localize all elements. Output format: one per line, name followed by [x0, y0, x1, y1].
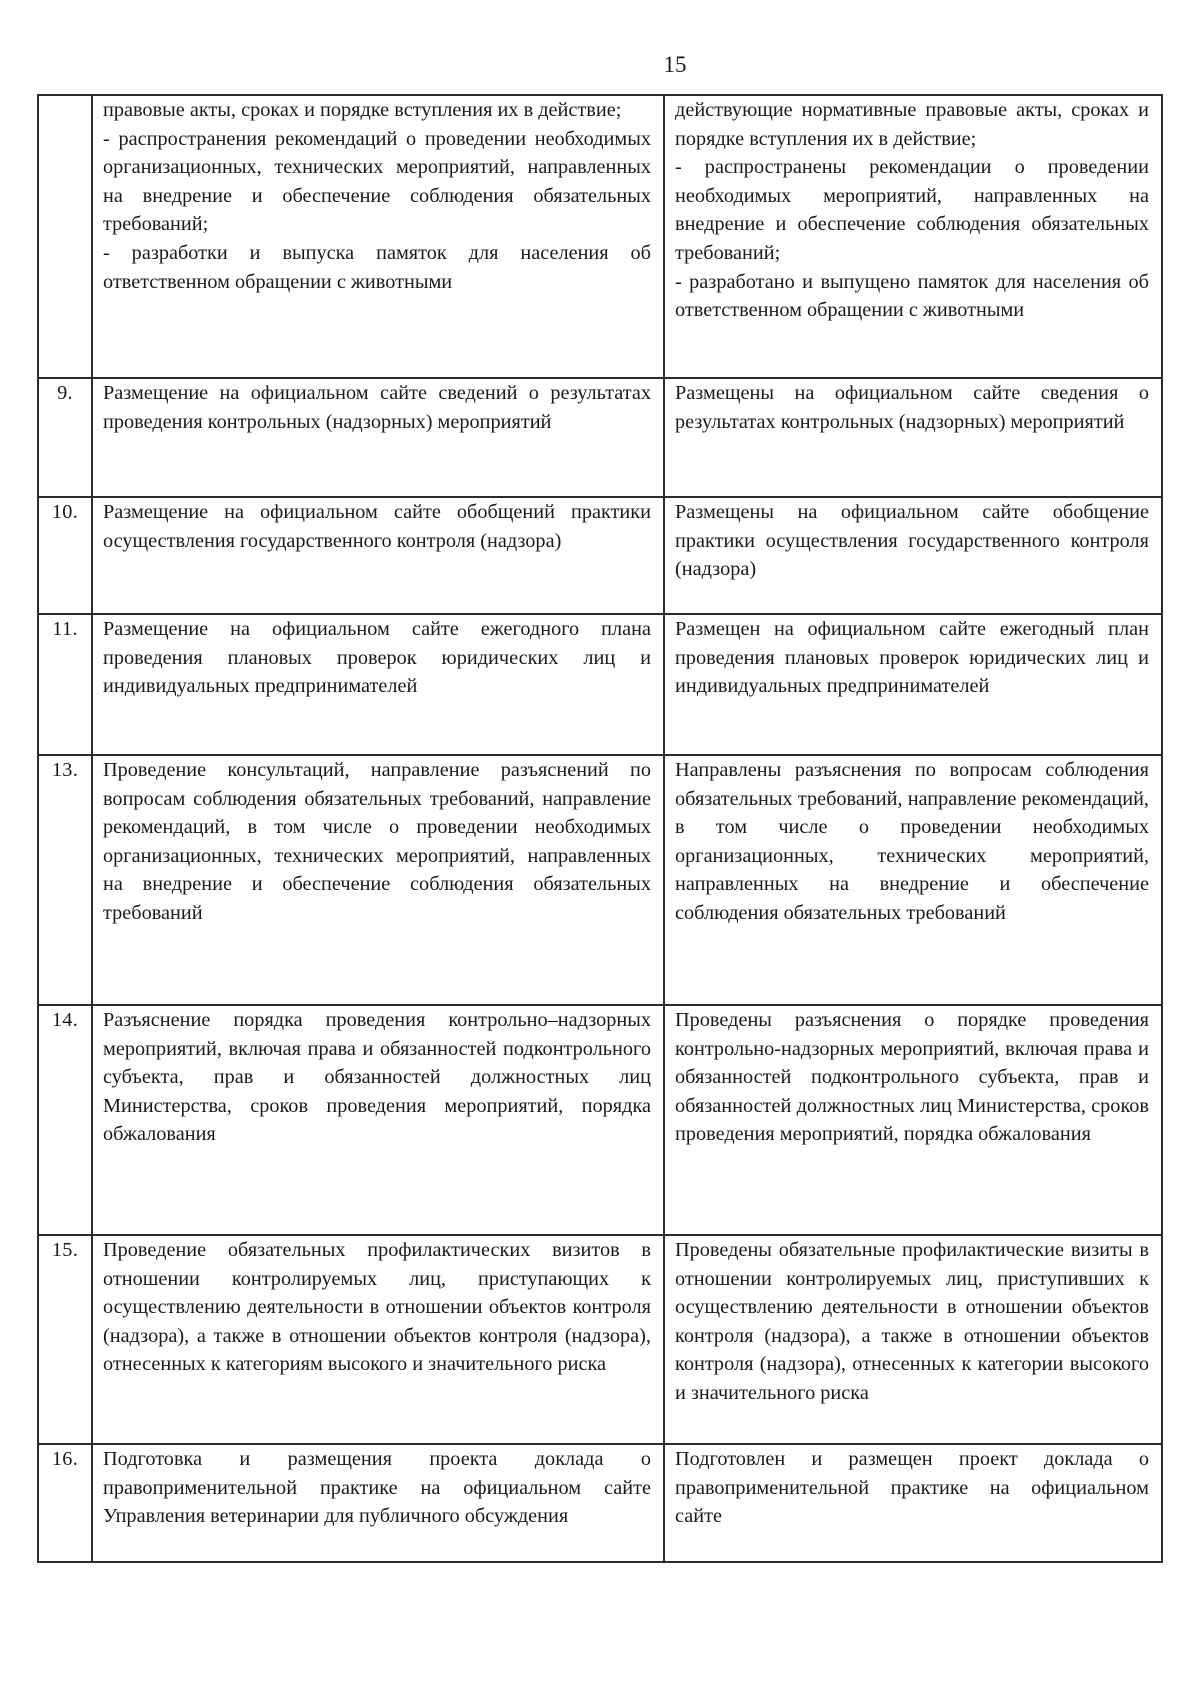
- table-row: [38, 497, 1162, 614]
- activity-cell: Подготовка и размещения проекта доклада о правоприменительной практике на официальном сайте Управления ветеринарии для публичного обсуждения: [92, 1444, 664, 1562]
- activity-cell: Размещение на официальном сайте сведений о результатах проведения контрольных (надзорных) мероприятий: [92, 378, 664, 497]
- result-cell: Проведены обязательные профилактические визиты в отношении контролируемых лиц, приступивших к осуществлению деятельности в отношении объектов контроля (надзора), а также в отношении объектов контроля (надзора), отнесенных к категории высокого и значительного риска: [664, 1235, 1162, 1444]
- row-number: 15.: [38, 1235, 92, 1444]
- row-number: 11.: [38, 614, 92, 755]
- result-cell: Размещен на официальном сайте ежегодный план проведения плановых проверок юридических лиц и индивидуальных предпринимателей: [664, 614, 1162, 755]
- result-cell: Размещены на официальном сайте обобщение практики осуществления государственного контроля (надзора): [664, 497, 1162, 614]
- activity-cell: Проведение обязательных профилактических визитов в отношении контролируемых лиц, приступающих к осуществлению деятельности в отношении объектов контроля (надзора), а также в отношении объектов контроля (надзора), отнесенных к категориям высокого и значительного риска: [92, 1235, 664, 1444]
- table-row: [38, 95, 1162, 378]
- table-row: [38, 1444, 1162, 1562]
- table-row: [38, 378, 1162, 497]
- result-cell: действующие нормативные правовые акты, сроках и порядке вступления их в действие; - распространены рекомендации о проведении необходимых мероприятий, направленных на внедрение и обеспечение соблюдения обязательных требований; - разработано и выпущено памяток для населения об ответственном обращении с животными: [664, 95, 1162, 378]
- row-number: 9.: [38, 378, 92, 497]
- row-number: 16.: [38, 1444, 92, 1562]
- table-row: [38, 614, 1162, 755]
- activity-cell: правовые акты, сроках и порядке вступления их в действие; - распространения рекомендаций о проведении необходимых организационных, технических мероприятий, направленных на внедрение и обеспечение соблюдения обязательных требований; - разработки и выпуска памяток для населения об ответственном обращении с животными: [92, 95, 664, 378]
- result-cell: Проведены разъяснения о порядке проведения контрольно-надзорных мероприятий, включая права и обязанностей подконтрольного субъекта, прав и обязанностей должностных лиц Министерства, сроков проведения мероприятий, порядка обжалования: [664, 1005, 1162, 1235]
- measures-table: [37, 94, 1163, 1563]
- row-number: 13.: [38, 755, 92, 1005]
- row-number: [38, 95, 92, 378]
- activity-cell: Проведение консультаций, направление разъяснений по вопросам соблюдения обязательных требований, направление рекомендаций, в том числе о проведении необходимых организационных, технических мероприятий, направленных на внедрение и обеспечение соблюдения обязательных требований: [92, 755, 664, 1005]
- result-cell: Подготовлен и размещен проект доклада о правоприменительной практике на официальном сайте: [664, 1444, 1162, 1562]
- activity-cell: Размещение на официальном сайте обобщений практики осуществления государственного контроля (надзора): [92, 497, 664, 614]
- activity-cell: Разъяснение порядка проведения контрольно–надзорных мероприятий, включая права и обязанностей подконтрольного субъекта, прав и обязанностей должностных лиц Министерства, сроков проведения мероприятий, порядка обжалования: [92, 1005, 664, 1235]
- row-number: 10.: [38, 497, 92, 614]
- table-row: [38, 1005, 1162, 1235]
- row-number: 14.: [38, 1005, 92, 1235]
- page-number: 15: [663, 52, 687, 77]
- table-row: [38, 1235, 1162, 1444]
- table-row: [38, 755, 1162, 1005]
- result-cell: Направлены разъяснения по вопросам соблюдения обязательных требований, направление рекомендаций, в том числе о проведении необходимых организационных, технических мероприятий, направленных на внедрение и обеспечение соблюдения обязательных требований: [664, 755, 1162, 1005]
- activity-cell: Размещение на официальном сайте ежегодного плана проведения плановых проверок юридических лиц и индивидуальных предпринимателей: [92, 614, 664, 755]
- result-cell: Размещены на официальном сайте сведения о результатах контрольных (надзорных) мероприятий: [664, 378, 1162, 497]
